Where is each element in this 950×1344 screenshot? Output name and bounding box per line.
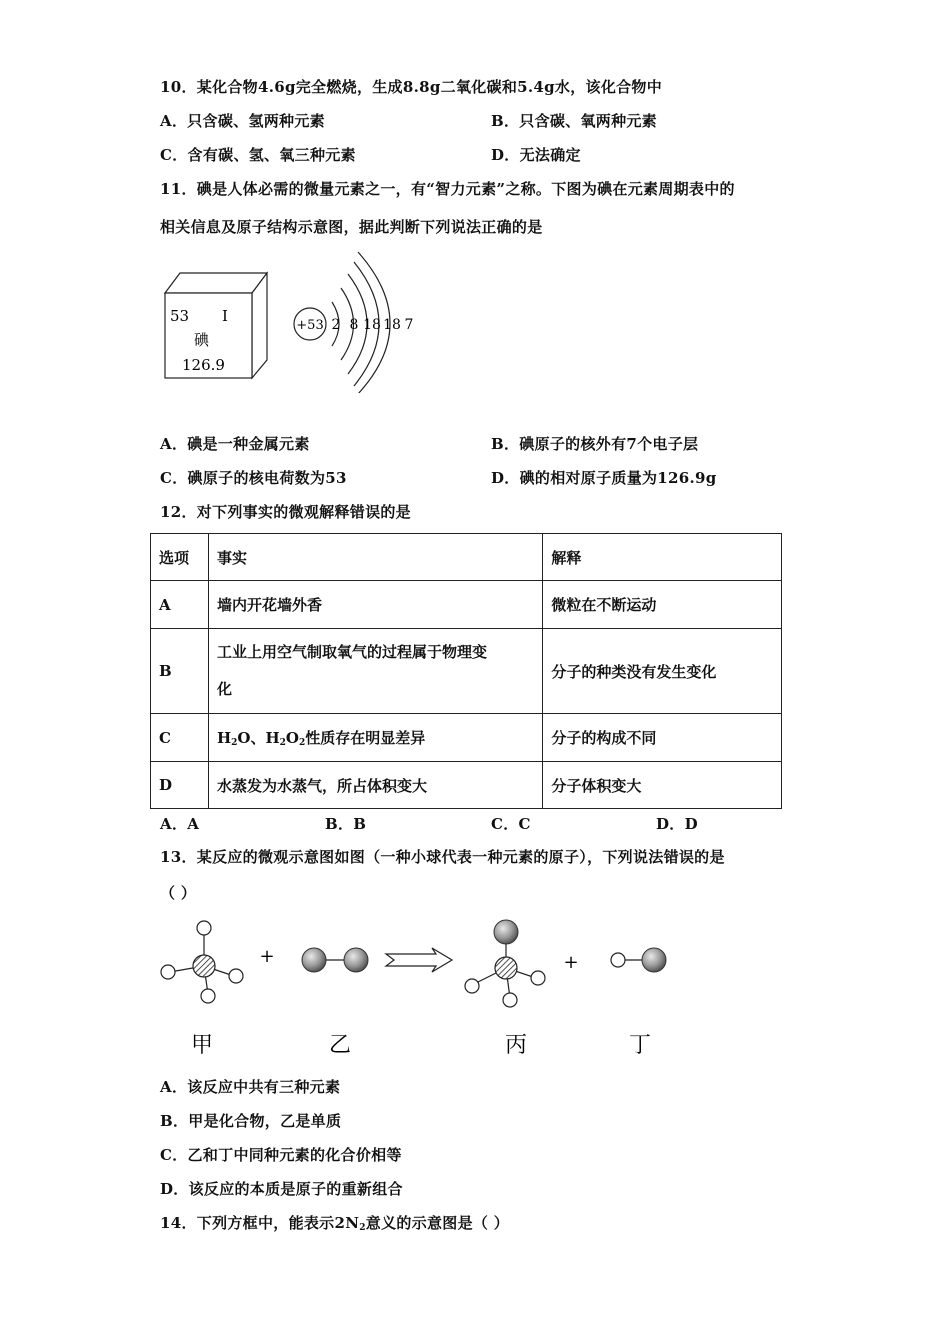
element-symbol: I bbox=[222, 307, 228, 325]
formula-h: H bbox=[216, 729, 232, 747]
plus-sign: + bbox=[563, 952, 579, 973]
row-option: A bbox=[151, 581, 209, 629]
molecule-bing bbox=[465, 920, 545, 1007]
q11-option-a[interactable]: A．碘是一种金属元素 bbox=[160, 435, 310, 453]
row-explanation: 分子的种类没有发生变化 bbox=[543, 629, 782, 714]
table-header-row bbox=[151, 534, 782, 581]
table-row bbox=[151, 762, 782, 809]
row-option: C bbox=[151, 714, 209, 762]
label-ding: 丁 bbox=[628, 1033, 652, 1058]
shell-count-3: 18 bbox=[363, 317, 381, 333]
molecule-yi bbox=[302, 948, 368, 972]
shell-count-2: 8 bbox=[349, 317, 359, 333]
formula-sub: 2 bbox=[231, 738, 238, 748]
label-yi: 乙 bbox=[328, 1033, 352, 1058]
row-option: D bbox=[151, 762, 209, 809]
q13-option-a[interactable]: A．该反应中共有三种元素 bbox=[160, 1078, 341, 1096]
shell-count-5: 7 bbox=[404, 317, 414, 333]
q13-option-d[interactable]: D．该反应的本质是原子的重新组合 bbox=[160, 1180, 403, 1198]
row-fact-line1: 工业上用空气制取氧气的过程属于物理变 bbox=[216, 643, 487, 661]
header-explanation: 解释 bbox=[543, 534, 782, 581]
table-row bbox=[151, 629, 782, 714]
q10-option-d[interactable]: D．无法确定 bbox=[491, 146, 581, 164]
q11-option-c[interactable]: C．碘原子的核电荷数为53 bbox=[160, 469, 347, 487]
label-bing: 丙 bbox=[504, 1033, 528, 1058]
table-row bbox=[151, 714, 782, 762]
q10-option-b[interactable]: B．只含碳、氧两种元素 bbox=[491, 112, 657, 130]
row-option: B bbox=[151, 629, 209, 714]
label-jia: 甲 bbox=[190, 1033, 214, 1058]
q14-stem-post: 意义的示意图是（ ） bbox=[365, 1214, 510, 1232]
reaction-diagram bbox=[150, 910, 690, 1060]
reaction-arrow bbox=[386, 948, 452, 972]
shell-count-4: 18 bbox=[383, 317, 401, 333]
row-fact: 墙内开花墙外香 bbox=[208, 581, 542, 629]
header-fact: 事实 bbox=[208, 534, 542, 581]
plus-sign: + bbox=[259, 946, 275, 967]
formula-sep: O、H bbox=[237, 729, 280, 747]
q11-stem-line1: 11．碘是人体必需的微量元素之一，有“智力元素”之称。下图为碘在元素周期表中的 bbox=[160, 180, 735, 198]
shell-count-1: 2 bbox=[331, 317, 341, 333]
q13-option-c[interactable]: C．乙和丁中同种元素的化合价相等 bbox=[160, 1146, 402, 1164]
q13-stem-line1: 13．某反应的微观示意图如图（一种小球代表一种元素的原子），下列说法错误的是 bbox=[160, 848, 725, 866]
molecule-ding bbox=[611, 948, 666, 972]
nucleus-charge: +53 bbox=[296, 318, 324, 333]
q11-stem-line2: 相关信息及原子结构示意图，据此判断下列说法正确的是 bbox=[160, 218, 543, 236]
molecule-jia bbox=[161, 921, 243, 1003]
element-mass: 126.9 bbox=[182, 356, 225, 374]
q12-option-a[interactable]: A．A bbox=[160, 815, 200, 833]
row-fact bbox=[208, 629, 542, 714]
row-fact: 水蒸发为水蒸气，所占体积变大 bbox=[208, 762, 542, 809]
q12-table bbox=[150, 533, 782, 809]
q12-option-b[interactable]: B．B bbox=[325, 815, 367, 833]
q10-option-a[interactable]: A．只含碳、氢两种元素 bbox=[160, 112, 325, 130]
q12-option-d[interactable]: D．D bbox=[656, 815, 698, 833]
q11-option-b[interactable]: B．碘原子的核外有7个电子层 bbox=[491, 435, 699, 453]
q10-option-c[interactable]: C．含有碳、氢、氧三种元素 bbox=[160, 146, 356, 164]
formula-sub: 2 bbox=[279, 738, 286, 748]
row-fact bbox=[208, 714, 542, 762]
row-fact-line2: 化 bbox=[216, 680, 232, 698]
q12-stem: 12．对下列事实的微观解释错误的是 bbox=[160, 503, 411, 521]
header-option: 选项 bbox=[151, 534, 209, 581]
q14-stem bbox=[160, 1212, 509, 1233]
q12-option-c[interactable]: C．C bbox=[491, 815, 531, 833]
formula-rest: 性质存在明显差异 bbox=[305, 729, 426, 747]
q14-stem-pre: 14．下列方框中，能表示2N bbox=[160, 1214, 360, 1232]
row-explanation: 微粒在不断运动 bbox=[543, 581, 782, 629]
row-explanation: 分子体积变大 bbox=[543, 762, 782, 809]
row-explanation: 分子的构成不同 bbox=[543, 714, 782, 762]
formula-sub: 2 bbox=[298, 738, 306, 748]
element-card bbox=[165, 273, 267, 378]
table-row bbox=[151, 581, 782, 629]
q13-option-b[interactable]: B．甲是化合物，乙是单质 bbox=[160, 1112, 342, 1130]
formula-o: O bbox=[285, 729, 299, 747]
element-name: 碘 bbox=[194, 331, 210, 349]
q11-option-d[interactable]: D．碘的相对原子质量为126.9g bbox=[491, 469, 717, 487]
atom-structure bbox=[294, 252, 413, 393]
q14-stem-sub: 2 bbox=[359, 1223, 366, 1233]
element-number: 53 bbox=[170, 307, 190, 325]
q13-stem-line2: （ ） bbox=[160, 884, 197, 902]
q10-stem: 10．某化合物4.6g完全燃烧，生成8.8g二氧化碳和5.4g水，该化合物中 bbox=[160, 78, 663, 96]
iodine-figure bbox=[160, 248, 420, 393]
